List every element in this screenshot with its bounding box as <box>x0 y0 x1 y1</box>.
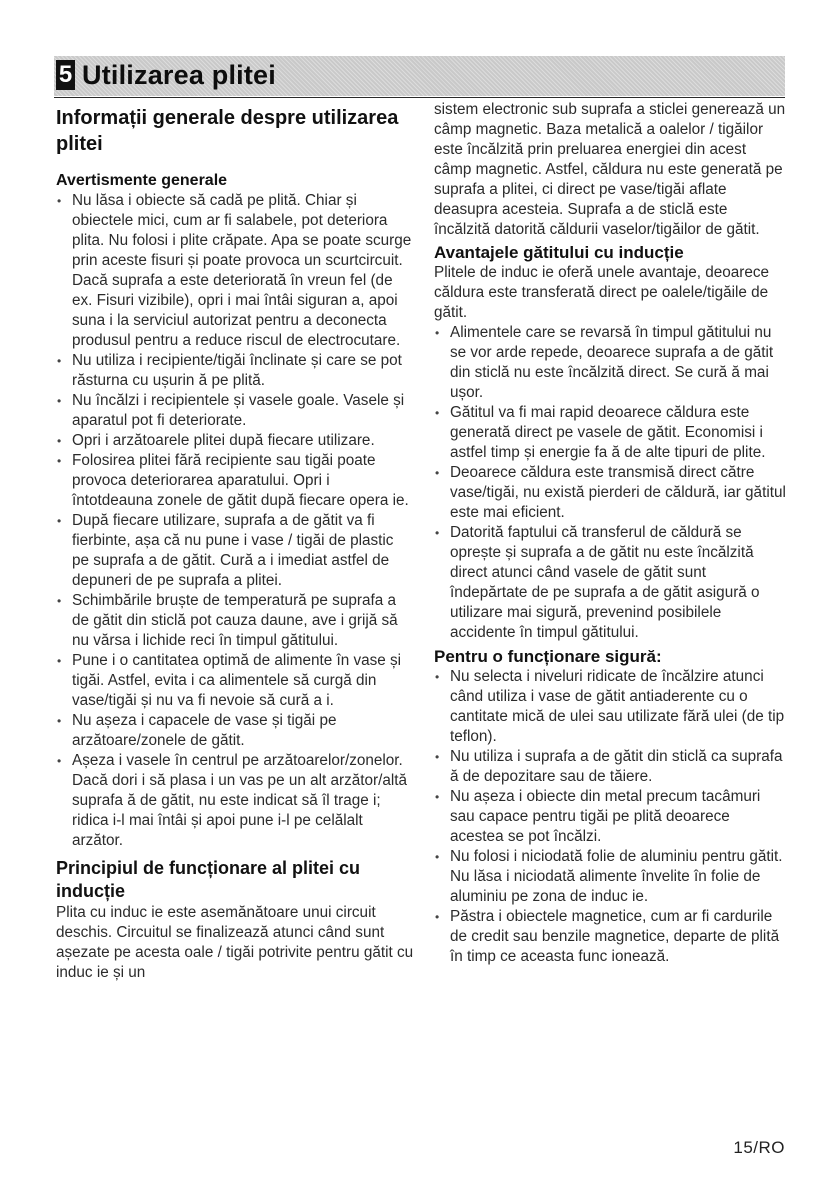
warning-item: • Nu utiliza i recipiente/tigăi înclinate și care se pot răsturna cu ușurin ă pe plită. <box>56 351 414 391</box>
right-column <box>434 100 786 967</box>
warning-item: • Nu așeza i capacele de vase și tigăi pe arzătoare/zonele de gătit. <box>56 711 414 751</box>
advantages-heading: Avantajele gătitului cu inducție <box>434 243 684 262</box>
advantage-item: • Alimentele care se revarsă în timpul gătitului nu se vor arde repede, deoarece suprafa a de gătit din sticlă nu este încălzită direct. Se cură ă mai ușor. <box>434 323 786 403</box>
warning-item: • Folosirea plitei fără recipiente sau tigăi poate provoca deteriorarea aparatului. Opri i întotdeauna zonele de gătit după fiecare opera ie. <box>56 451 414 511</box>
principle-heading: Principiul de funcționare al plitei cu inducție <box>56 858 361 901</box>
principle-text: Plita cu induc ie este asemănătoare unui circuit deschis. Circuitul se finalizează atunci când sunt așezate pe acesta oale / tigăi potrivite pentru gătit cu induc ie și un <box>56 904 414 981</box>
warnings-heading: Avertismente generale <box>56 172 228 189</box>
advantages-intro: Plitele de induc ie oferă unele avantaje, deoarece căldura este transferată direct pe oalele/tigăile de gătit. <box>434 264 770 321</box>
header-divider <box>54 97 785 98</box>
advantages-list <box>434 323 786 643</box>
warning-item: • Nu lăsa i obiecte să cadă pe plită. Chiar și obiectele mici, cum ar fi salabele, pot deteriora plita. Nu folosi i plite crăpate. Apa se poate scurge prin aceste fisuri și poate provoca un scurtcircuit. Dacă suprafa a este deteriorată în vreun fel (de ex. Fisuri vizibile), opri i mai întâi siguran a, apoi suna i la serviciul autorizat pentru a deconecta produsul pentru a reduce riscul de electrocutare. <box>56 191 414 351</box>
warning-item: • Nu încălzi i recipientele și vasele goale. Vasele și aparatul pot fi deteriorate. <box>56 391 414 431</box>
section-number: 5 <box>56 60 75 90</box>
left-column <box>56 100 414 983</box>
warning-item: • Opri i arzătoarele plitei după fiecare utilizare. <box>56 431 414 451</box>
safety-item: • Păstra i obiectele magnetice, cum ar fi cardurile de credit sau benzile magnetice, departe de plită în timp ce aceasta func ionează. <box>434 907 786 967</box>
safety-item: • Nu folosi i niciodată folie de aluminiu pentru gătit. Nu lăsa i niciodată alimente învelite în folie de aluminiu pe zona de induc ie. <box>434 847 786 907</box>
warning-item: • Pune i o cantitatea optimă de alimente în vase și tigăi. Astfel, evita i ca alimentele să curgă din vase/tigăi și nu va fi nevoie să cură a i. <box>56 651 414 711</box>
general-info-heading: Informații generale despre utilizarea plitei <box>56 107 399 155</box>
advantage-item: • Deoarece căldura este transmisă direct către vase/tigăi, nu există pierderi de căldură, iar gătitul este mai eficient. <box>434 463 786 523</box>
safety-item: • Nu așeza i obiecte din metal precum tacâmuri sau capace pentru tigăi pe plită deoarece acestea se pot încălzi. <box>434 787 786 847</box>
warning-item: • Schimbările bruște de temperatură pe suprafa a de gătit din sticlă pot cauza daune, ave i grijă să nu vărsa i lichide reci în timpul gătitului. <box>56 591 414 651</box>
advantage-item: • Datorită faptului că transferul de căldură se oprește și suprafa a de gătit nu este încălzită direct atunci când vasele de gătit sunt îndepărtate de pe suprafa a de gătit asigură o utilizare mai sigură, prevenind posibilele accidente în timpul gătitului. <box>434 523 786 643</box>
warning-item: • După fiecare utilizare, suprafa a de gătit va fi fierbinte, așa că nu pune i vase / tigăi de plastic pe suprafa a de gătit. Cură a i imediat astfel de depuneri de pe suprafa a plitei. <box>56 511 414 591</box>
safety-heading: Pentru o funcționare sigură: <box>434 647 662 666</box>
safety-item: • Nu selecta i niveluri ridicate de încălzire atunci când utiliza i vase de gătit antiaderente cu o cantitate mică de ulei sau utilizate fără ulei (de tip teflon). <box>434 667 786 747</box>
safety-item: • Nu utiliza i suprafa a de gătit din sticlă ca suprafa ă de depozitare sau de tăiere. <box>434 747 786 787</box>
warning-item: • Așeza i vasele în centrul pe arzătoarelor/zonelor. Dacă dori i să plasa i un vas pe un alt arzător/altă suprafa ă de gătit, nu este indicat să îl trage i; ridica i-l mai întâi și apoi pune i-l pe celălalt arzător. <box>56 751 414 851</box>
section-title: Utilizarea plitei <box>82 60 276 90</box>
advantage-item: • Gătitul va fi mai rapid deoarece căldura este generată direct pe vasele de gătit. Economisi i astfel timp și energie fa ă de alte tipuri de plite. <box>434 403 786 463</box>
safety-list <box>434 667 786 967</box>
warnings-list <box>56 191 414 851</box>
page-number: 15/RO <box>733 1138 785 1157</box>
principle-text-continued: sistem electronic sub suprafa a sticlei generează un câmp magnetic. Baza metalică a oalelor / tigăilor este încălzită prin preluarea energiei din acest câmp magnetic. Astfel, căldura nu este generată pe suprafa a plitei, ci direct pe vase/tigăi aflate deasupra acesteia. Suprafa a de sticlă este încălzită datorită căldurii vaselor/tigăilor de gătit. <box>434 101 786 238</box>
